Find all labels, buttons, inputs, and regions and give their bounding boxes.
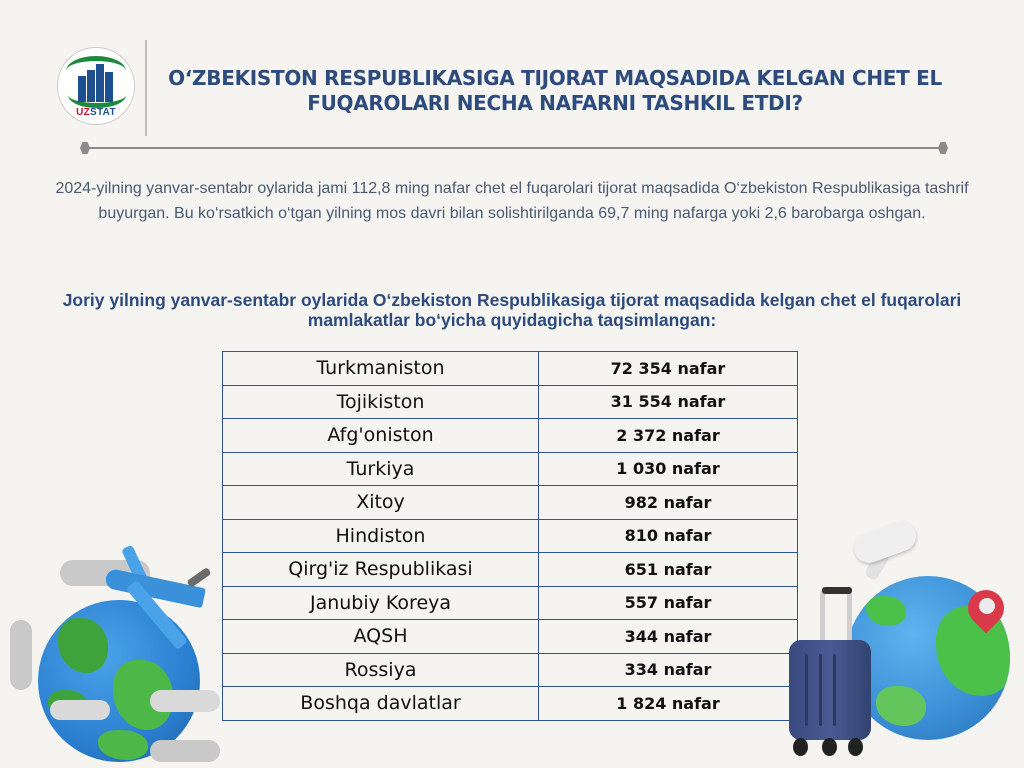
countries-table — [222, 351, 798, 721]
country-cell: Janubiy Koreya — [223, 586, 539, 620]
table-row — [223, 687, 798, 721]
table-row — [223, 452, 798, 486]
country-cell: Qirg'iz Respublikasi — [223, 553, 539, 587]
value-cell: 344 nafar — [539, 620, 798, 654]
globe-land — [58, 618, 108, 673]
suitcase-rib — [805, 654, 808, 726]
globe-land — [866, 596, 906, 626]
value-cell: 2 372 nafar — [539, 419, 798, 453]
divider-end-cap-left — [80, 142, 90, 154]
page-title: O‘ZBEKISTON RESPUBLIKASIGA TIJORAT MAQSADIDA KELGAN CHET EL FUQAROLARI NECHA NAFARNI TASHKIL ETDI? — [168, 66, 942, 115]
suitcase-handle-grip — [822, 587, 852, 594]
suitcase-wheel — [793, 738, 808, 756]
intro-paragraph: 2024-yilning yanvar-sentabr oylarida jami 112,8 ming nafar chet el fuqarolari tijorat maqsadida O‘zbekiston Respublikasiga tashrif buyurgan. Bu ko‘rsatkich o‘tgan yilning mos davri bilan solishtirilganda 69,7 ming nafarga yoki 2,6 barobarga oshgan. — [55, 180, 969, 222]
logo-bar — [87, 70, 95, 102]
country-cell: Afg'oniston — [223, 419, 539, 453]
divider-end-cap-right — [938, 142, 948, 154]
country-cell: Rossiya — [223, 653, 539, 687]
country-cell: Turkiya — [223, 452, 539, 486]
value-cell: 557 nafar — [539, 586, 798, 620]
globe-land — [876, 686, 926, 726]
cloud-illustration — [50, 700, 110, 720]
country-cell: Turkmaniston — [223, 352, 539, 386]
table-row — [223, 653, 798, 687]
airplane-icon-tail — [186, 567, 211, 588]
suitcase-icon — [789, 640, 871, 740]
table-row — [223, 620, 798, 654]
uzstat-logo — [57, 47, 135, 125]
country-cell: Hindiston — [223, 519, 539, 553]
table-row — [223, 486, 798, 520]
country-cell: Xitoy — [223, 486, 539, 520]
value-cell: 810 nafar — [539, 519, 798, 553]
cloud-illustration — [150, 740, 220, 762]
globe-icon — [38, 600, 200, 762]
value-cell: 1 824 nafar — [539, 687, 798, 721]
country-cell: Tojikiston — [223, 385, 539, 419]
country-cell: Boshqa davlatlar — [223, 687, 539, 721]
location-pin-center — [979, 598, 995, 614]
table-row — [223, 586, 798, 620]
table-row — [223, 352, 798, 386]
suitcase-wheel — [848, 738, 863, 756]
value-cell: 72 354 nafar — [539, 352, 798, 386]
logo-bar — [96, 64, 104, 102]
logo-text: UZSTAT — [76, 107, 116, 118]
country-cell: AQSH — [223, 620, 539, 654]
table-row — [223, 419, 798, 453]
value-cell: 334 nafar — [539, 653, 798, 687]
header-vertical-divider — [145, 40, 147, 136]
value-cell: 651 nafar — [539, 553, 798, 587]
logo-bar — [78, 76, 86, 102]
suitcase-rib — [833, 654, 836, 726]
table-row — [223, 553, 798, 587]
suitcase-handle — [820, 589, 852, 641]
value-cell: 31 554 nafar — [539, 385, 798, 419]
suitcase-wheel — [822, 738, 837, 756]
table-subtitle: Joriy yilning yanvar-sentabr oylarida O‘zbekiston Respublikasiga tijorat maqsadida kelgan chet el fuqarolari mamlakatlar bo‘yicha quyidagicha taqsimlangan: — [62, 290, 962, 330]
suitcase-rib — [819, 654, 822, 726]
value-cell: 982 nafar — [539, 486, 798, 520]
table-row — [223, 519, 798, 553]
logo-bar — [105, 72, 113, 102]
cloud-illustration — [10, 620, 32, 690]
table-row — [223, 385, 798, 419]
value-cell: 1 030 nafar — [539, 452, 798, 486]
header-horizontal-divider — [86, 147, 946, 149]
globe-land — [98, 730, 148, 760]
cloud-illustration — [150, 690, 220, 712]
